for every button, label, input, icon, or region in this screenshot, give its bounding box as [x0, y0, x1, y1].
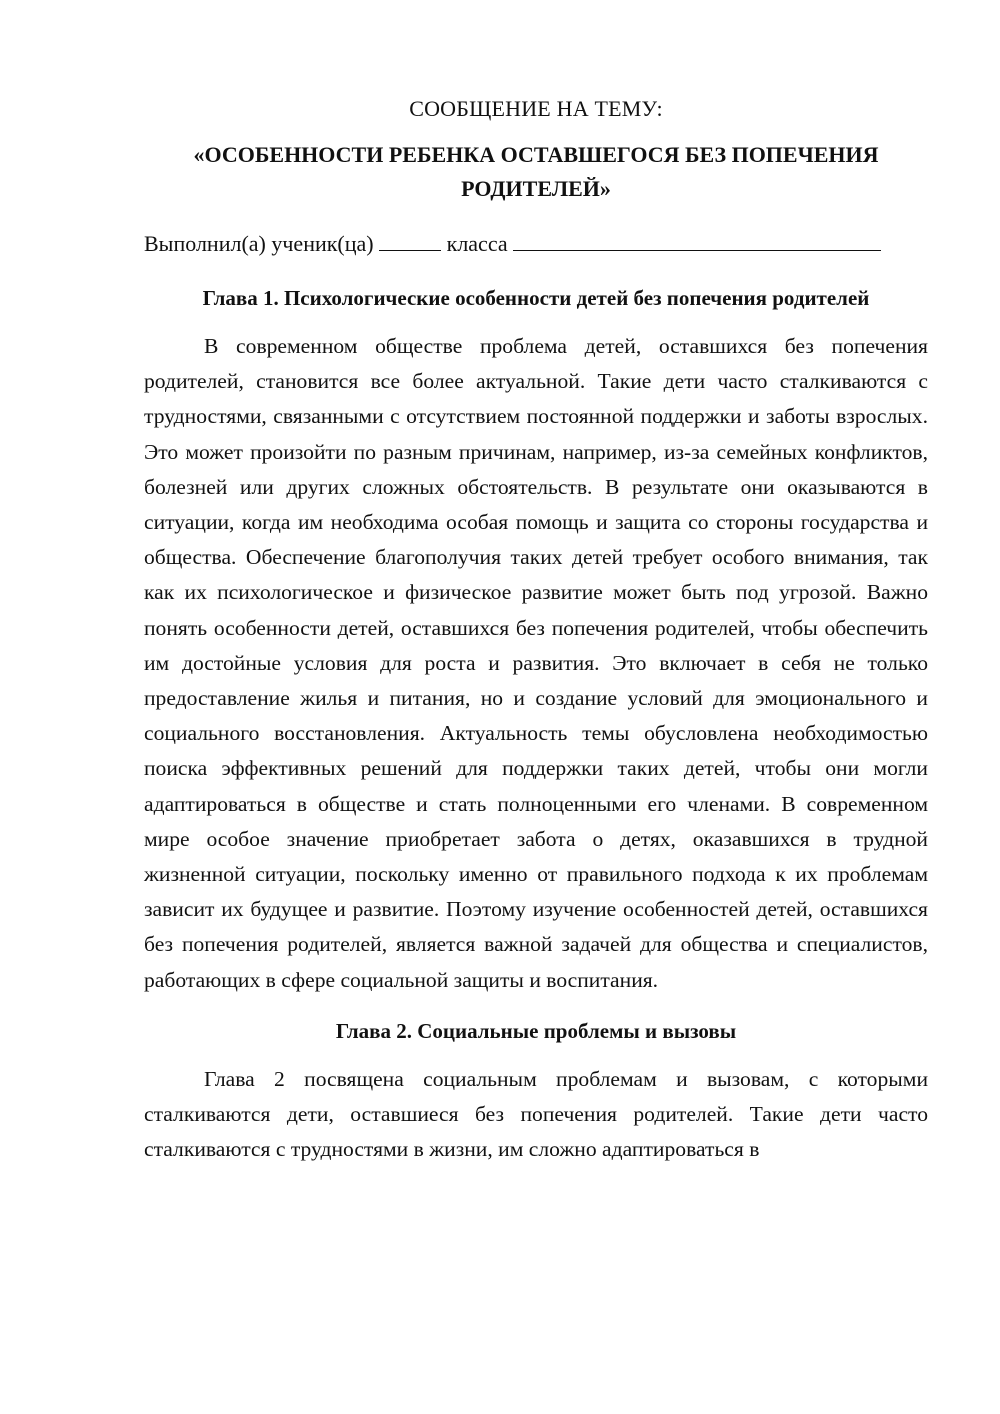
- class-label: класса: [446, 231, 508, 256]
- author-line: [144, 228, 928, 259]
- student-name-blank: [513, 228, 881, 251]
- document-title: «ОСОБЕННОСТИ РЕБЕНКА ОСТАВШЕГОСЯ БЕЗ ПОПЕЧЕНИЯ РОДИТЕЛЕЙ»: [193, 142, 879, 201]
- class-number-blank: [379, 228, 441, 251]
- chapter-2-paragraph: Глава 2 посвящена социальным проблемам и вызовам, с которыми сталкиваются дети, оставшиеся без попечения родителей. Такие дети часто сталкиваются с трудностями в жизни, им сложно адаптироваться в: [144, 1066, 928, 1162]
- page-content: [144, 94, 928, 1185]
- document-subtitle: СООБЩЕНИЕ НА ТЕМУ:: [409, 96, 663, 121]
- chapter-1-paragraph: В современном обществе проблема детей, оставшихся без попечения родителей, становится все более актуальной. Такие дети часто сталкиваются с трудностями, связанными с отсутствием постоянной поддержки и заботы взрослых. Это может произойти по разным причинам, например, из-за семейных конфликтов, болезней или других сложных обстоятельств. В результате они оказываются в ситуации, когда им необходима особая помощь и защита со стороны государства и общества. Обеспечение благополучия таких детей требует особого внимания, так как их психологическое и физическое развитие может быть под угрозой. Важно понять особенности детей, оставшихся без попечения родителей, чтобы обеспечить им достойные условия для роста и развития. Это включает в себя не только предоставление жилья и питания, но и создание условий для эмоционального и социального восстановления. Актуальность темы обусловлена необходимостью поиска эффективных решений для поддержки таких детей, чтобы они могли адаптироваться в обществе и стать полноценными его членами. В современном мире особое значение приобретает забота о детях, оказавшихся в трудной жизненной ситуации, поскольку именно от правильного подхода к их проблемам зависит их будущее и развитие. Поэтому изучение особенностей детей, оставшихся без попечения родителей, является важной задачей для общества и специалистов, работающих в сфере социальной защиты и воспитания.: [144, 334, 928, 992]
- chapter-2-heading: Глава 2. Социальные проблемы и вызовы: [335, 1018, 737, 1043]
- performed-by-label: Выполнил(а) ученик(ца): [144, 231, 374, 256]
- chapter-1-heading: Глава 1. Психологические особенности детей без попечения родителей: [202, 286, 870, 310]
